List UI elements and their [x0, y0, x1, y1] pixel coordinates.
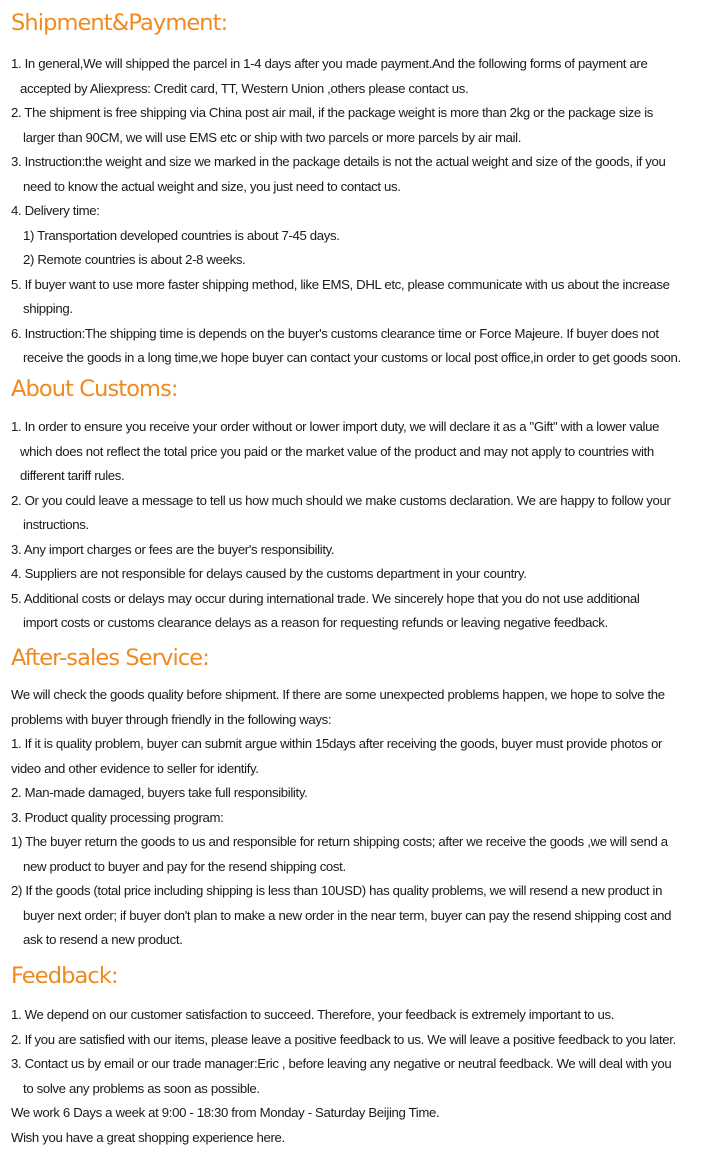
feedback-line: 1. We depend on our customer satisfaction to succeed. Therefore, your feedback is extremely important to us. — [11, 1007, 615, 1022]
shipment-line: 3. Instruction:the weight and size we marked in the package details is not the actual weight and size of the goods, if you — [11, 154, 666, 169]
aftersales-line: 3. Product quality processing program: — [11, 810, 224, 825]
aftersales-line: buyer next order; if buyer don't plan to make a new order in the near term, buyer can pay the resend shipping cost and — [23, 908, 672, 923]
aftersales-line: ask to resend a new product. — [23, 932, 183, 947]
feedback-line: We work 6 Days a week at 9:00 - 18:30 from Monday - Saturday Beijing Time. — [11, 1105, 440, 1120]
feedback-line: 2. If you are satisfied with our items, please leave a positive feedback to us. We will leave a positive feedback to you later. — [11, 1032, 676, 1047]
shipment-line: 5. If buyer want to use more faster shipping method, like EMS, DHL etc, please communicate with us about the increase — [11, 277, 670, 292]
shipment-line: 2) Remote countries is about 2-8 weeks. — [23, 252, 246, 267]
shipment-line: shipping. — [23, 301, 73, 316]
shipment-line: need to know the actual weight and size, you just need to contact us. — [23, 179, 401, 194]
aftersales-line: We will check the goods quality before shipment. If there are some unexpected problems happen, we hope to solve the — [11, 687, 665, 702]
aftersales-line: video and other evidence to seller for identify. — [11, 761, 259, 776]
feedback-line: to solve any problems as soon as possible. — [23, 1081, 260, 1096]
shipment-line: 6. Instruction:The shipping time is depends on the buyer's customs clearance time or Force Majeure. If buyer does not — [11, 326, 659, 341]
customs-line: 1. In order to ensure you receive your order without or lower import duty, we will declare it as a "Gift" with a lower value — [11, 419, 660, 434]
aftersales-line: problems with buyer through friendly in the following ways: — [11, 712, 332, 727]
aftersales-line: 1) The buyer return the goods to us and responsible for return shipping costs; after we receive the goods ,we will send a — [11, 834, 668, 849]
aftersales-line: 2. Man-made damaged, buyers take full responsibility. — [11, 785, 308, 800]
customs-line: which does not reflect the total price you paid or the market value of the product and may not apply to countries with — [20, 444, 654, 459]
aftersales-line: new product to buyer and pay for the resend shipping cost. — [23, 859, 346, 874]
customs-line: 2. Or you could leave a message to tell us how much should we make customs declaration. We are happy to follow your — [11, 493, 671, 508]
customs-line: 4. Suppliers are not responsible for delays caused by the customs department in your country. — [11, 566, 527, 581]
feedback-title: Feedback: — [11, 963, 118, 989]
aftersales-line: 1. If it is quality problem, buyer can submit argue within 15days after receiving the goods, buyer must provide photos or — [11, 736, 663, 751]
aftersales-title: After-sales Service: — [11, 645, 209, 671]
customs-line: instructions. — [23, 517, 89, 532]
aftersales-line: 2) If the goods (total price including shipping is less than 10USD) has quality problems, we will resend a new product in — [11, 883, 663, 898]
shipment-line: accepted by Aliexpress: Credit card, TT, Western Union ,others please contact us. — [20, 81, 469, 96]
shipment-line: 1) Transportation developed countries is about 7-45 days. — [23, 228, 340, 243]
feedback-line: Wish you have a great shopping experience here. — [11, 1130, 285, 1145]
customs-line: different tariff rules. — [20, 468, 125, 483]
customs-line: 5. Additional costs or delays may occur during international trade. We sincerely hope that you do not use additional — [11, 591, 640, 606]
shipment-line: larger than 90CM, we will use EMS etc or ship with two parcels or more parcels by air mail. — [23, 130, 522, 145]
customs-title: About Customs: — [11, 376, 178, 402]
shipment-line: 4. Delivery time: — [11, 203, 100, 218]
shipment-payment-title: Shipment&Payment: — [11, 10, 228, 36]
shipment-line: receive the goods in a long time,we hope buyer can contact your customs or local post office,in order to get goods soon. — [23, 350, 681, 365]
feedback-line: 3. Contact us by email or our trade manager:Eric , before leaving any negative or neutral feedback. We will deal with you — [11, 1056, 672, 1071]
customs-line: import costs or customs clearance delays as a reason for requesting refunds or leaving negative feedback. — [23, 615, 608, 630]
shipment-line: 1. In general,We will shipped the parcel in 1-4 days after you made payment.And the following forms of payment are — [11, 56, 648, 71]
customs-line: 3. Any import charges or fees are the buyer's responsibility. — [11, 542, 335, 557]
shipment-line: 2. The shipment is free shipping via China post air mail, if the package weight is more than 2kg or the package size is — [11, 105, 654, 120]
